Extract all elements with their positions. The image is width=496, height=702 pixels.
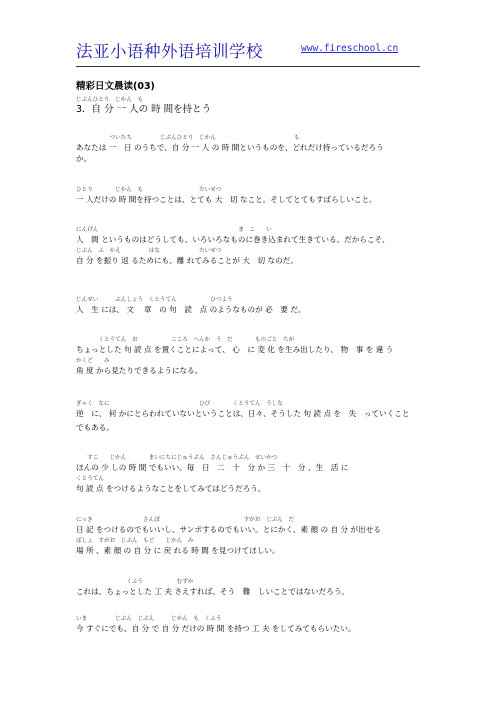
- paragraph-line: 逆 に、 何 かにとらわれていないということは、日々、そうした 句 読 点 を 失 っていくこと: [76, 409, 410, 418]
- paragraph-line: 人 間 というものはどうしても、いろいろなものに巻き込まれて生きている。だからこそ、: [76, 235, 390, 244]
- ruby-text: にっき さんぽ すがお じぶん だ: [76, 517, 295, 523]
- paragraph-3: [76, 226, 420, 266]
- paragraph-line: 一 人だけの 時 間を持つことは、とても 大 切 なこと。そしてとてもすばらしいこと。: [76, 195, 377, 204]
- paragraph-line: ほんの 少 しの 時 間 でもいい。毎 日 二 十 分 か 三 十 分 、生 活 に: [76, 463, 349, 472]
- ruby-text: じぶんひとり じかん も: [76, 97, 144, 103]
- ruby-text: ひとり じかん も たいせつ: [76, 187, 222, 193]
- ruby-text: ばしょ すがお じぶん もど じかん み: [76, 538, 194, 544]
- heading-text: 3．自 分 一 人の 時 間を持とう: [76, 104, 212, 115]
- paragraph-line: 場 所 、素 顔 の 自 分 に 戻 れる 時 間 を見つけてほしい。: [76, 546, 280, 555]
- ruby-text: ぎゃく なに ひび くとうてん うしな: [76, 401, 283, 407]
- page-header: [76, 38, 416, 62]
- site-title: 法亚小语种外语培训学校: [76, 42, 263, 61]
- ruby-text: いま じぶん じぶん じかん も くふう: [76, 616, 222, 622]
- paragraph-2: [76, 186, 420, 205]
- paragraph-line: あなたは 一 日 のうちで、自 分 一 人 の 時 間というものを、どれだけ持っているだろう: [76, 143, 384, 152]
- paragraph-8: [76, 516, 420, 556]
- paragraph-line: 自 分 を振り 返 るためにも、離 れてみることが 大 切 なのだ。: [76, 256, 298, 265]
- paragraph-line: ちょっとした 句 読 点 を置くことによって、 心 に 変 化 を生み出したり、 物 事 を 違 う: [76, 345, 394, 354]
- ruby-text: じんせい ぶんしょう くとうてん ひつよう: [76, 297, 233, 303]
- section-heading: [76, 96, 420, 116]
- paragraph-5: [76, 336, 420, 376]
- document-title: 精彩日文晨读(03): [76, 81, 155, 92]
- ruby-text: すこ じかん まいにちにじゅうぷん さんじゅうぷん せいかつ: [76, 455, 278, 461]
- ruby-text: かくど み: [76, 358, 110, 364]
- paragraph-line: 今 すぐにでも、自 分 で 自 分 だけの 時 間 を持つ 工 夫 をしてみてもらいたい。: [76, 624, 356, 633]
- paragraph-line: 句 読 点 をつけるようなことをしてみてはどうだろう。: [76, 484, 266, 493]
- paragraph-1: [76, 134, 420, 164]
- paragraph-line: 角 度 から見たりできるようになる。: [76, 366, 203, 375]
- paragraph-line: でもある。: [76, 423, 114, 432]
- site-url-link[interactable]: www.fireschool.cn: [301, 43, 399, 54]
- paragraph-6: [76, 400, 420, 433]
- ruby-text: ついたち じぶんひとり じかん も: [76, 135, 300, 141]
- header-divider: [76, 66, 420, 67]
- ruby-text: じぶん ふ かえ はな たいせつ: [76, 248, 222, 254]
- paragraph-line: 日 記 をつけるのでもいいし、サンポするのでもいい。とにかく、素 顔 の 自 分 が出せる: [76, 525, 381, 534]
- ruby-text: にんげん ま こ い: [76, 227, 272, 233]
- paragraph-10: [76, 615, 420, 634]
- paragraph-4: [76, 296, 420, 315]
- paragraph-line: これは、ちょっとした 工 夫 さえすれば、そう 難 しいことではないだろう。: [76, 587, 350, 596]
- paragraph-9: [76, 578, 420, 597]
- ruby-text: くとうてん: [76, 476, 104, 482]
- ruby-text: くふう むずか: [76, 579, 194, 585]
- paragraph-line: 人 生 には、 文 章 の 句 読 点 のようなものが 必 要 だ。: [76, 305, 306, 314]
- paragraph-line: か。: [76, 154, 92, 163]
- ruby-text: くとうてん お こころ へんか う だ ものごと ちが: [76, 337, 295, 343]
- paragraph-7: [76, 454, 420, 494]
